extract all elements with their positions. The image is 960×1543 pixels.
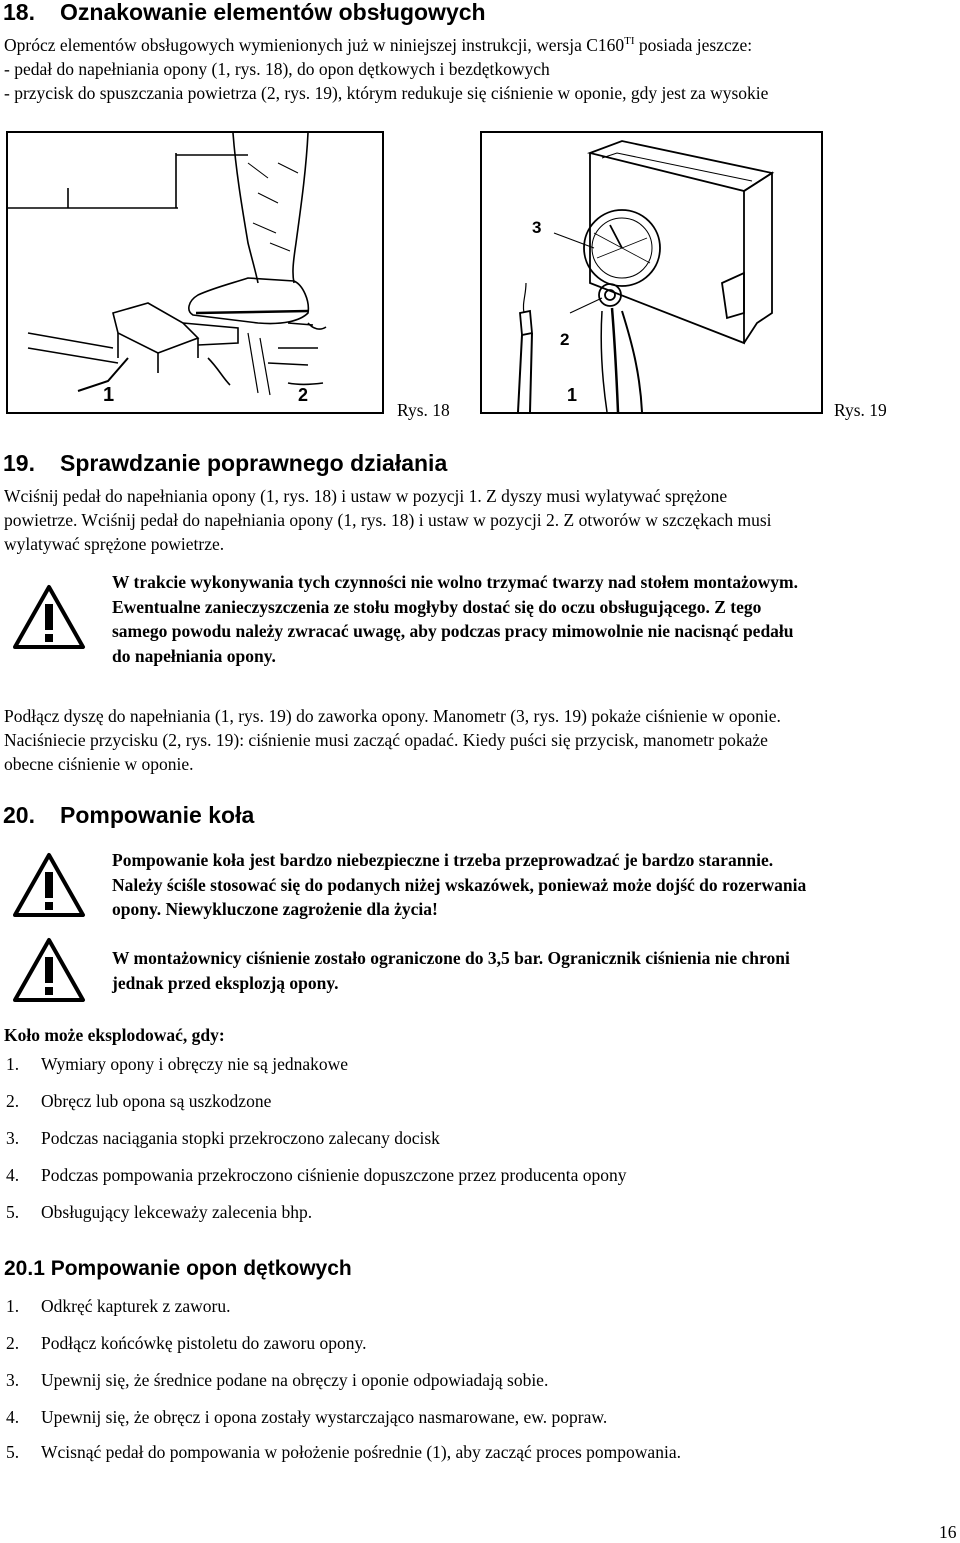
list-number: 1. (6, 1054, 20, 1074)
section-title: Oznakowanie elementów obsługowych (60, 0, 486, 25)
list-number: 5. (6, 1202, 20, 1222)
list-text: Wcisnąć pedał do pompowania w położenie pośrednie (1), aby zacząć proces pompowania. (41, 1442, 681, 1462)
warning-icon (12, 937, 86, 1003)
figure-label-1: 1 (103, 384, 115, 406)
model-superscript: TI (624, 35, 635, 47)
figure-19-manometer-illustration (480, 131, 823, 414)
figure-18-pedal-illustration (6, 131, 384, 414)
section-number: 18. (3, 0, 35, 25)
warning-icon (12, 584, 86, 650)
list-number: 4. (6, 1165, 20, 1185)
section-19-warning (112, 570, 798, 668)
paragraph-line: Podłącz dyszę do napełniania (1, rys. 19) do zaworka opony. Manometr (3, rys. 19) pokaże ciśnienie w oponie. (4, 706, 781, 726)
section-title: Pompowanie koła (60, 802, 255, 828)
warning-line: W montażownicy ciśnienie zostało ograniczone do 3,5 bar. Ogranicznik ciśnienia nie chroni (112, 948, 790, 968)
figure-label-3: 3 (532, 218, 542, 237)
warning-line: samego powodu należy zwracać uwagę, aby podczas pracy mimowolnie nie nacisnąć pedału (112, 621, 794, 641)
warning-line: do napełniania opony. (112, 645, 276, 666)
paragraph-line: powietrze. Wciśnij pedał do napełniania opony (1, rys. 18) i ustaw w pozycji 2. Z otworów w szczękach musi (4, 510, 772, 530)
list-text: Wymiary opony i obręczy nie są jednakowe (41, 1054, 349, 1074)
figure-18-caption: Rys. 18 (397, 400, 450, 420)
list-text: Podłącz końcówkę pistoletu do zaworu opony. (41, 1333, 367, 1353)
list-text: Upewnij się, że obręcz i opona zostały wystarczająco nasmarowane, ew. popraw. (41, 1407, 608, 1427)
paragraph-line: obecne ciśnienie w oponie. (4, 754, 194, 774)
list-item (6, 1370, 548, 1391)
warning-line: Ewentualne zanieczyszczenia ze stołu mogłyby dostać się do oczu obsługującego. Z tego (112, 596, 762, 617)
list-text: Obręcz lub opona są uszkodzone (41, 1091, 272, 1111)
list-item (6, 1442, 681, 1463)
warning-line: opony. Niewykluczone zagrożenie dla życia! (112, 899, 438, 919)
list-number: 3. (6, 1128, 20, 1148)
section-20-1-heading (4, 1257, 352, 1281)
explode-list-title: Koło może eksplodować, gdy: (4, 1025, 225, 1045)
paragraph-line: Wciśnij pedał do napełniania opony (1, rys. 18) i ustaw w pozycji 1. Z dyszy musi wylatywać sprężone (4, 486, 728, 506)
section-number: 19. (3, 450, 35, 476)
list-number: 4. (6, 1407, 20, 1427)
section-20-heading (3, 802, 254, 829)
section-title: Pompowanie opon dętkowych (50, 1257, 352, 1280)
section-18-heading (3, 0, 486, 26)
list-item (6, 1165, 627, 1186)
warning-icon (12, 852, 86, 918)
figure-19-caption: Rys. 19 (834, 400, 887, 420)
list-number: 2. (6, 1091, 20, 1111)
list-text: Podczas naciągania stopki przekroczono zalecany docisk (41, 1128, 440, 1148)
list-item (6, 1202, 312, 1223)
list-item (6, 1054, 348, 1075)
figure-label-2: 2 (560, 330, 570, 349)
list-item (6, 1333, 366, 1354)
section-19-paragraph (4, 484, 772, 556)
paragraph-line: wylatywać sprężone powietrze. (4, 534, 225, 554)
section-title: Sprawdzanie poprawnego działania (60, 450, 448, 476)
intro-line1-tail: posiada jeszcze: (634, 35, 753, 55)
list-text: Upewnij się, że średnice podane na obręczy i oponie odpowiadają sobie. (41, 1370, 549, 1390)
section-20-warning-1 (112, 848, 806, 922)
list-number: 2. (6, 1333, 20, 1353)
intro-line: - pedał do napełniania opony (1, rys. 18), do opon dętkowych i bezdętkowych (4, 59, 550, 79)
paragraph-line: Naciśniecie przycisku (2, rys. 19): ciśnienie musi zacząć opadać. Kiedy puści się przycisk, manometr pokaże (4, 730, 768, 750)
figure-label-2: 2 (298, 385, 309, 405)
section-18-intro (4, 33, 768, 105)
warning-line: W trakcie wykonywania tych czynności nie wolno trzymać twarzy nad stołem montażowym. (112, 572, 798, 592)
list-text: Odkręć kapturek z zaworu. (41, 1296, 231, 1316)
list-item (6, 1407, 607, 1428)
list-item (6, 1128, 440, 1149)
page-number: 16 (939, 1522, 957, 1542)
intro-line (4, 33, 768, 57)
warning-line: Należy ściśle stosować się do podanych niżej wskazówek, ponieważ może dojść do rozerwania (112, 874, 807, 895)
section-number: 20.1 (4, 1257, 45, 1280)
list-item (6, 1091, 271, 1112)
section-number: 20. (3, 802, 35, 828)
intro-line1-text: Oprócz elementów obsługowych wymienionych już w niniejszej instrukcji, wersja C160 (4, 35, 625, 55)
list-number: 1. (6, 1296, 20, 1316)
section-19-heading (3, 450, 447, 477)
list-number: 5. (6, 1442, 20, 1462)
list-text: Obsługujący lekceważy zalecenia bhp. (41, 1202, 313, 1222)
list-number: 3. (6, 1370, 20, 1390)
warning-line: jednak przed eksplozją opony. (112, 972, 339, 993)
section-19-paragraph-2 (4, 704, 781, 776)
list-item (6, 1296, 231, 1317)
section-20-warning-2 (112, 946, 790, 995)
figure-label-1: 1 (567, 385, 578, 405)
intro-line: - przycisk do spuszczania powietrza (2, rys. 19), którym redukuje się ciśnienie w oponie, gdy jest za wysokie (4, 83, 769, 103)
list-text: Podczas pompowania przekroczono ciśnienie dopuszczone przez producenta opony (41, 1165, 627, 1185)
warning-line: Pompowanie koła jest bardzo niebezpieczne i trzeba przeprowadzać je bardzo starannie. (112, 850, 774, 870)
